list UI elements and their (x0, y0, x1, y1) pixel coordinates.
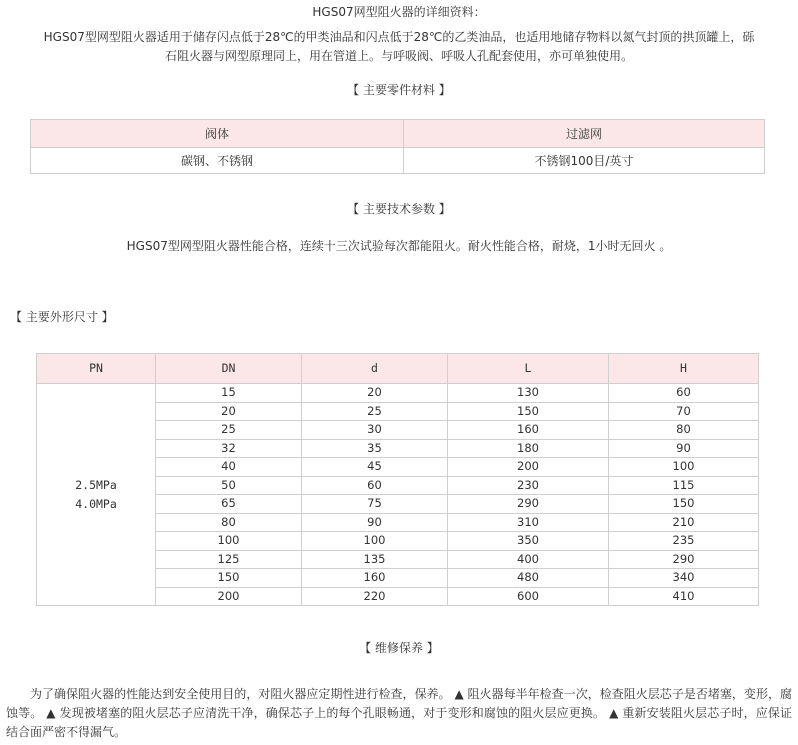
cell-dn: 20 (156, 402, 302, 421)
cell-h: 60 (609, 384, 759, 403)
header-cell-l: L (448, 354, 609, 384)
dimensions-table (36, 353, 759, 606)
cell-dn: 15 (156, 384, 302, 403)
cell-dn: 100 (156, 532, 302, 551)
header-cell-pn: PN (37, 354, 156, 384)
cell-d: 25 (302, 402, 448, 421)
cell-l: 180 (448, 439, 609, 458)
pn-value: 2.5MPa (75, 477, 117, 492)
cell-dn: 40 (156, 458, 302, 477)
cell-body-material: 碳钢、不锈钢 (31, 148, 404, 174)
table-row (31, 148, 765, 174)
cell-h: 90 (609, 439, 759, 458)
cell-l: 130 (448, 384, 609, 403)
header-cell-dn: DN (156, 354, 302, 384)
cell-dn: 50 (156, 476, 302, 495)
cell-dn: 200 (156, 587, 302, 606)
cell-dn: 150 (156, 569, 302, 588)
cell-d: 100 (302, 532, 448, 551)
intro-paragraph: HGS07型网型阻火器适用于储存闪点低于28℃的甲类油品和闪点低于28℃的乙类油品，也适用地储存物料以氮气封顶的拱顶罐上，砾石阻火器与网型原理同上，用在管道上。与呼吸阀、呼吸人孔配套使用，亦可单独使用。 (43, 30, 755, 63)
cell-filter-material: 不锈钢100目/英寸 (404, 148, 765, 174)
materials-table (30, 119, 765, 174)
cell-d: 45 (302, 458, 448, 477)
cell-h: 235 (609, 532, 759, 551)
cell-dn: 32 (156, 439, 302, 458)
cell-l: 150 (448, 402, 609, 421)
cell-l: 600 (448, 587, 609, 606)
cell-h: 410 (609, 587, 759, 606)
cell-l: 290 (448, 495, 609, 514)
cell-h: 290 (609, 550, 759, 569)
cell-d: 160 (302, 569, 448, 588)
cell-h: 115 (609, 476, 759, 495)
cell-dn: 65 (156, 495, 302, 514)
cell-h: 210 (609, 513, 759, 532)
header-cell-body: 阀体 (31, 120, 404, 148)
cell-pn (37, 384, 156, 606)
table-row (37, 384, 759, 403)
maintenance-paragraph: 为了确保阻火器的性能达到安全使用目的，对阻火器应定期性进行检查，保养。 ▲ 阻火器每半年检查一次，检查阻火层芯子是否堵塞，变形，腐蚀等。 ▲ 发现被堵塞的阻火层芯子应清洗干净，确保芯子上的每个孔眼畅通，对于变形和腐蚀的阻火层应更换。 ▲ 重新安装阻火层芯子时，应保证结合面严密不得漏气。 (6, 687, 792, 739)
cell-d: 30 (302, 421, 448, 440)
cell-l: 310 (448, 513, 609, 532)
header-cell-h: H (609, 354, 759, 384)
maintenance-heading: 【 维修保养 】 (359, 641, 439, 655)
cell-h: 80 (609, 421, 759, 440)
dimensions-heading: 【 主要外形尺寸 】 (10, 310, 114, 324)
table-header-row (37, 354, 759, 384)
cell-d: 135 (302, 550, 448, 569)
cell-dn: 80 (156, 513, 302, 532)
cell-l: 400 (448, 550, 609, 569)
cell-h: 340 (609, 569, 759, 588)
header-cell-filter: 过滤网 (404, 120, 765, 148)
cell-l: 200 (448, 458, 609, 477)
header-cell-d: d (302, 354, 448, 384)
cell-l: 160 (448, 421, 609, 440)
table-header-row (31, 120, 765, 148)
pn-value: 4.0MPa (75, 496, 117, 511)
tech-paragraph: HGS07型网型阻火器性能合格，连续十三次试验每次都能阻火。耐火性能合格，耐烧，1小时无回火 。 (126, 239, 672, 253)
cell-l: 230 (448, 476, 609, 495)
cell-dn: 25 (156, 421, 302, 440)
cell-h: 100 (609, 458, 759, 477)
cell-d: 35 (302, 439, 448, 458)
cell-h: 70 (609, 402, 759, 421)
intro-title: HGS07网型阻火器的详细资料： (312, 5, 486, 19)
cell-h: 150 (609, 495, 759, 514)
cell-d: 20 (302, 384, 448, 403)
cell-dn: 125 (156, 550, 302, 569)
cell-l: 350 (448, 532, 609, 551)
cell-l: 480 (448, 569, 609, 588)
cell-d: 90 (302, 513, 448, 532)
cell-d: 220 (302, 587, 448, 606)
materials-heading: 【 主要零件材料 】 (347, 83, 451, 97)
cell-d: 75 (302, 495, 448, 514)
tech-heading: 【 主要技术参数 】 (347, 202, 451, 216)
cell-d: 60 (302, 476, 448, 495)
